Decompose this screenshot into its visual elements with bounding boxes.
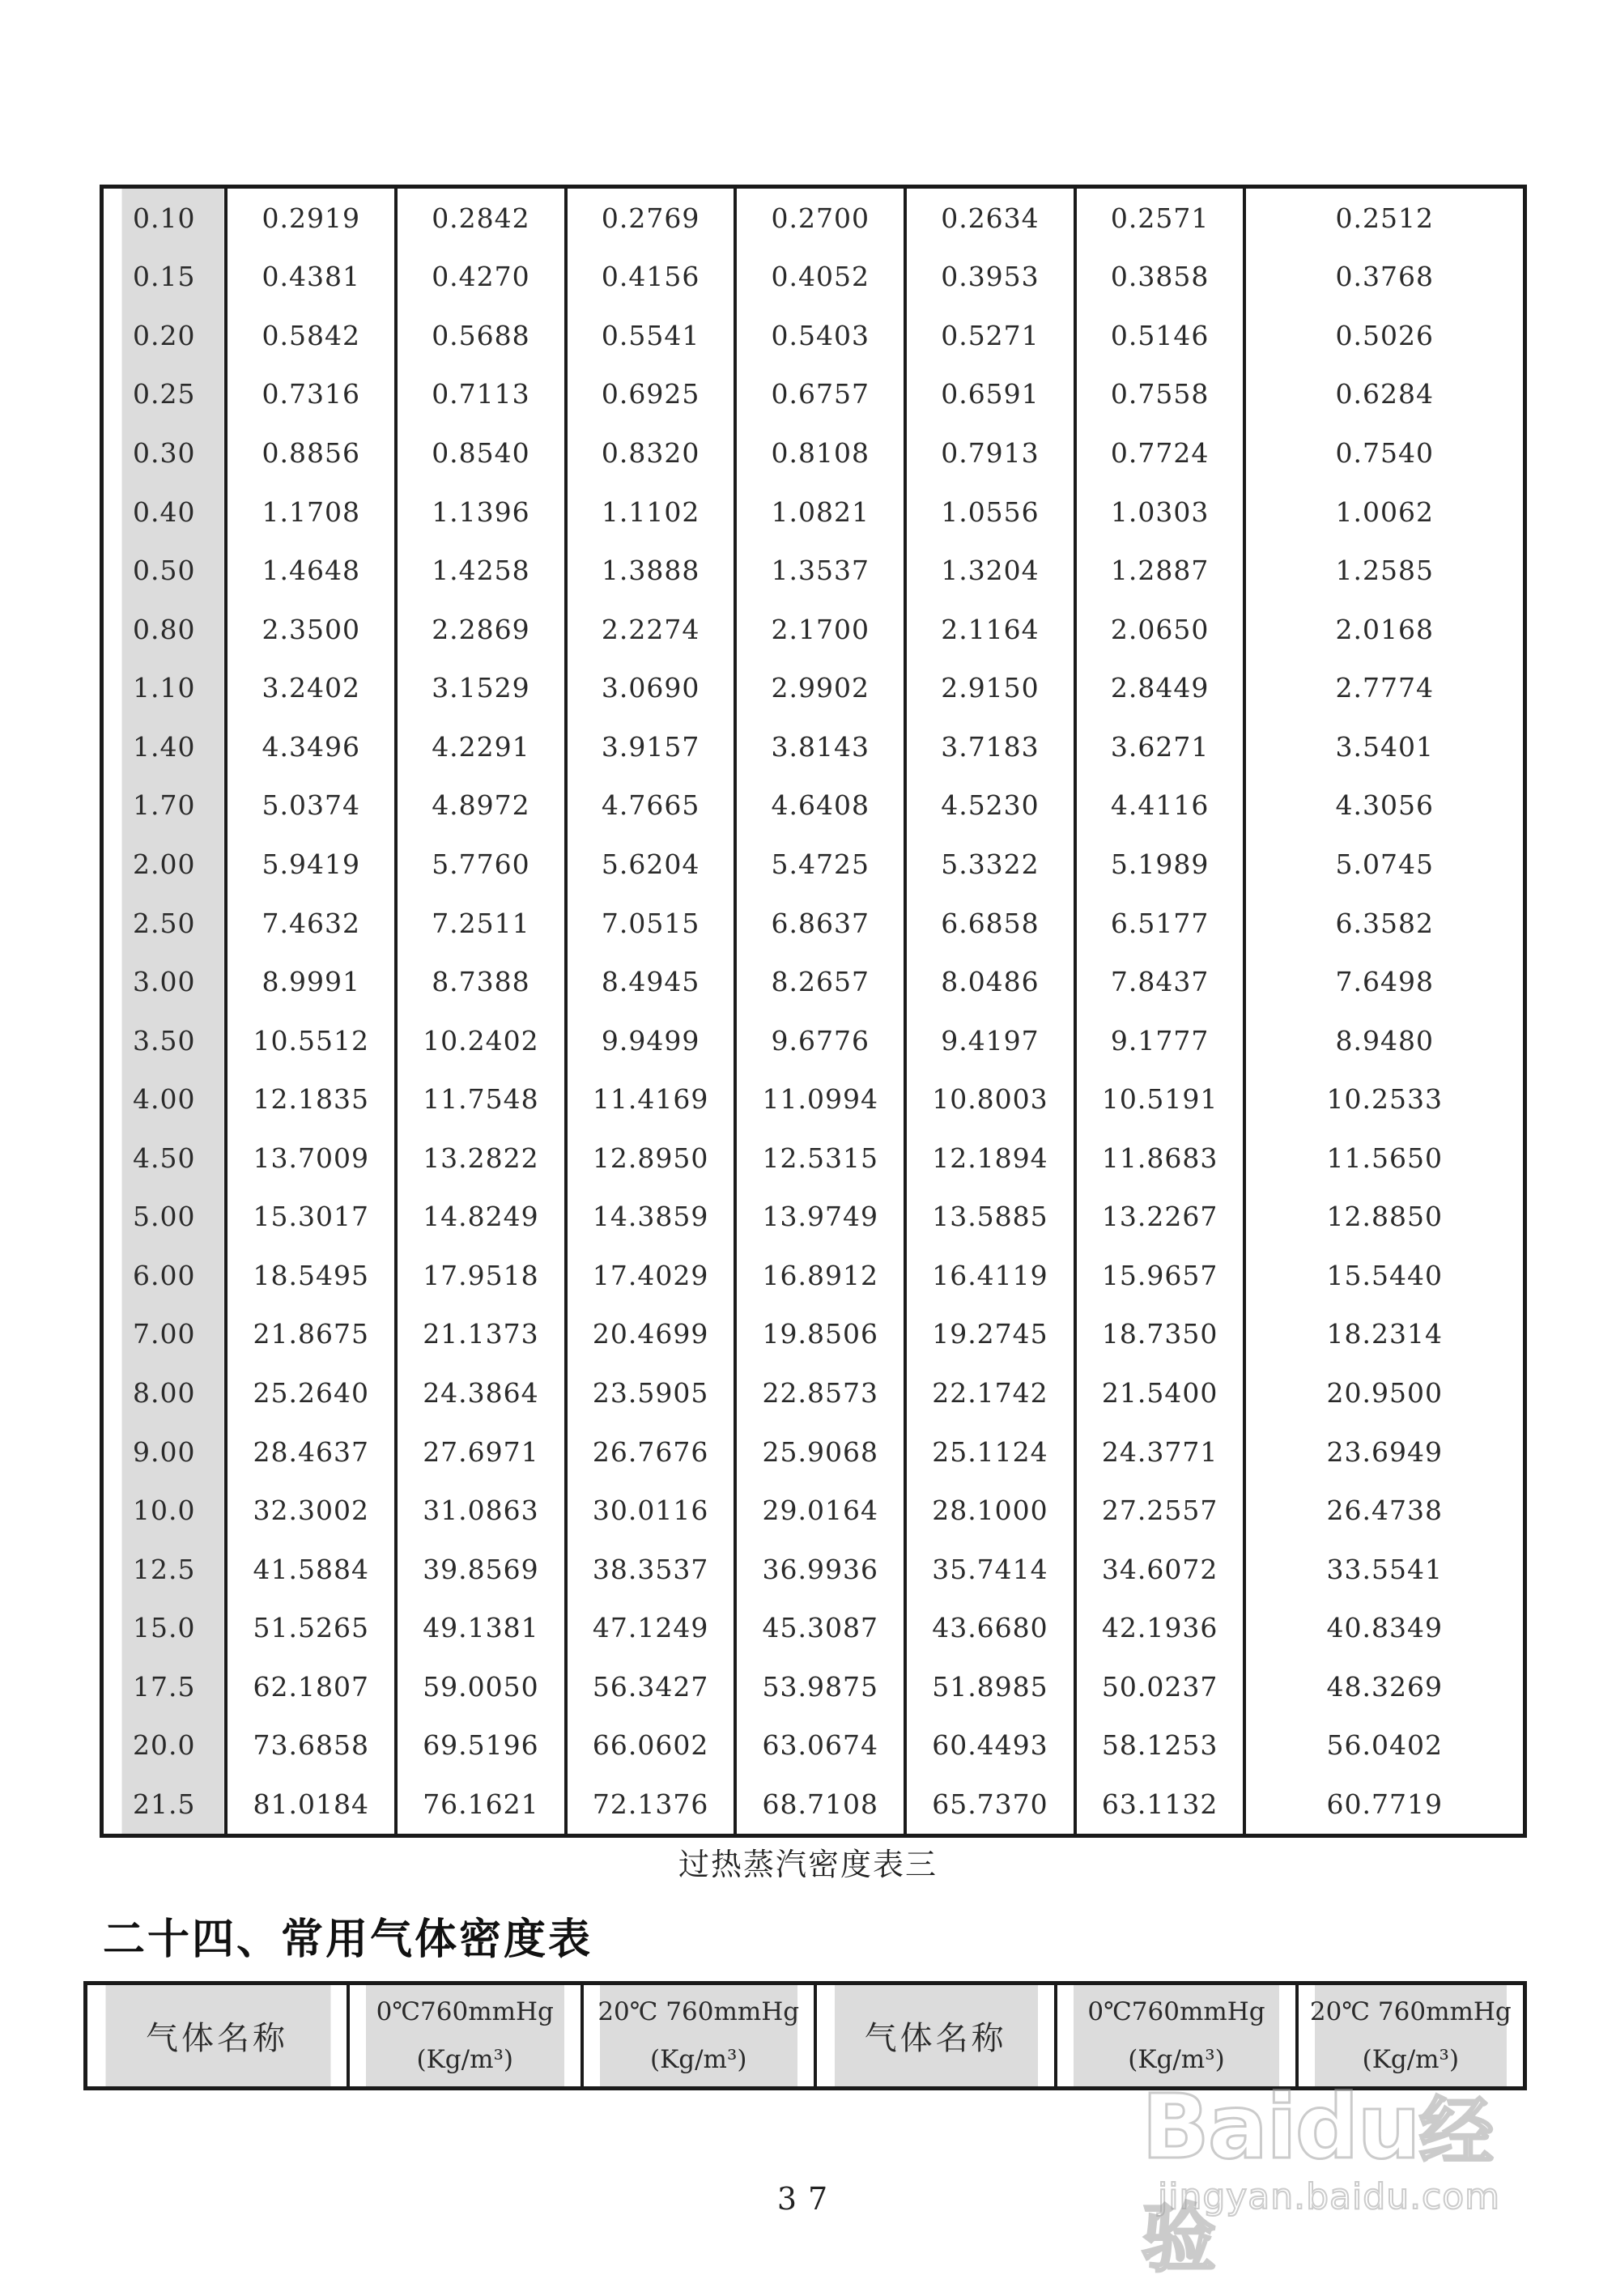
density-cell: 0.2919	[226, 187, 396, 248]
density-cell: 7.8437	[1075, 952, 1245, 1011]
density-cell: 2.1700	[735, 600, 905, 659]
density-cell: 27.6971	[396, 1422, 566, 1482]
density-cell: 60.4493	[905, 1716, 1075, 1775]
pressure-cell: 12.5	[102, 1540, 227, 1599]
gas-name-header-left	[86, 1983, 349, 2089]
density-cell: 5.0374	[226, 776, 396, 835]
density-cell: 18.2314	[1244, 1305, 1525, 1364]
density-cell: 20.9500	[1244, 1363, 1525, 1422]
density-cell: 1.2887	[1075, 541, 1245, 600]
density-cell: 18.7350	[1075, 1305, 1245, 1364]
density-cell: 19.2745	[905, 1305, 1075, 1364]
pressure-cell: 8.00	[102, 1363, 227, 1422]
density-cell: 2.7774	[1244, 659, 1525, 718]
pressure-cell: 20.0	[102, 1716, 227, 1775]
density-cell: 11.4169	[566, 1069, 736, 1129]
density-cell: 0.4270	[396, 248, 566, 307]
density-cell: 41.5884	[226, 1540, 396, 1599]
pressure-cell: 9.00	[102, 1422, 227, 1482]
density-cell: 7.4632	[226, 894, 396, 953]
table-row	[102, 1011, 1525, 1070]
table-row	[102, 1069, 1525, 1129]
table-row	[102, 1540, 1525, 1599]
density-cell: 65.7370	[905, 1775, 1075, 1835]
density-cell: 12.1835	[226, 1069, 396, 1129]
baidu-jingyan-watermark	[1142, 2073, 1546, 2282]
density-cell: 1.3537	[735, 541, 905, 600]
density-cell: 12.5315	[735, 1129, 905, 1188]
density-cell: 22.8573	[735, 1363, 905, 1422]
density-cell: 5.6204	[566, 835, 736, 894]
pressure-cell: 1.40	[102, 717, 227, 776]
density-cell: 0.4052	[735, 248, 905, 307]
density-cell: 0.2512	[1244, 187, 1525, 248]
density-cell: 4.5230	[905, 776, 1075, 835]
pressure-cell: 1.10	[102, 659, 227, 718]
table-row	[102, 952, 1525, 1011]
density-cell: 11.0994	[735, 1069, 905, 1129]
density-cell: 43.6680	[905, 1599, 1075, 1658]
density-cell: 0.5842	[226, 306, 396, 365]
density-cell: 13.9749	[735, 1188, 905, 1247]
density-cell: 8.4945	[566, 952, 736, 1011]
density-cell: 1.1708	[226, 483, 396, 542]
density-cell: 2.0168	[1244, 600, 1525, 659]
density-cell: 3.6271	[1075, 717, 1245, 776]
density-cell: 12.8850	[1244, 1188, 1525, 1247]
density-cell: 4.4116	[1075, 776, 1245, 835]
density-cell: 8.2657	[735, 952, 905, 1011]
table-row	[102, 894, 1525, 953]
page-number: 37	[776, 2181, 840, 2217]
pressure-cell: 0.10	[102, 187, 227, 248]
density-cell: 30.0116	[566, 1481, 736, 1540]
density-20c-unit: (Kg/m³)	[1362, 2044, 1460, 2074]
density-cell: 17.4029	[566, 1246, 736, 1305]
density-cell: 23.5905	[566, 1363, 736, 1422]
table-row	[102, 365, 1525, 424]
density-cell: 0.6925	[566, 365, 736, 424]
table-row	[102, 248, 1525, 307]
density-cell: 5.0745	[1244, 835, 1525, 894]
density-cell: 0.5146	[1075, 306, 1245, 365]
density-cell: 18.5495	[226, 1246, 396, 1305]
density-cell: 48.3269	[1244, 1657, 1525, 1716]
density-cell: 24.3864	[396, 1363, 566, 1422]
density-cell: 0.2769	[566, 187, 736, 248]
density-cell: 81.0184	[226, 1775, 396, 1835]
density-cell: 26.7676	[566, 1422, 736, 1482]
density-cell: 1.4648	[226, 541, 396, 600]
density-cell: 2.1164	[905, 600, 1075, 659]
density-20c-unit: (Kg/m³)	[650, 2044, 747, 2074]
table-row	[102, 423, 1525, 483]
density-cell: 22.1742	[905, 1363, 1075, 1422]
density-0c-header-left	[348, 1983, 581, 2089]
density-cell: 38.3537	[566, 1540, 736, 1599]
density-cell: 2.2274	[566, 600, 736, 659]
pressure-cell: 0.40	[102, 483, 227, 542]
density-cell: 7.6498	[1244, 952, 1525, 1011]
table-row	[102, 1246, 1525, 1305]
density-cell: 24.3771	[1075, 1422, 1245, 1482]
density-cell: 13.5885	[905, 1188, 1075, 1247]
pressure-cell: 21.5	[102, 1775, 227, 1835]
pressure-cell: 0.50	[102, 541, 227, 600]
density-cell: 58.1253	[1075, 1716, 1245, 1775]
density-cell: 26.4738	[1244, 1481, 1525, 1540]
watermark-brand-cn: 经验	[1142, 2089, 1497, 2282]
pressure-cell: 5.00	[102, 1188, 227, 1247]
density-cell: 49.1381	[396, 1599, 566, 1658]
density-cell: 0.8320	[566, 423, 736, 483]
density-cell: 10.5512	[226, 1011, 396, 1070]
density-cell: 33.5541	[1244, 1540, 1525, 1599]
density-cell: 0.5403	[735, 306, 905, 365]
density-cell: 0.6757	[735, 365, 905, 424]
table-row	[102, 835, 1525, 894]
density-cell: 9.6776	[735, 1011, 905, 1070]
density-cell: 4.3056	[1244, 776, 1525, 835]
density-cell: 5.3322	[905, 835, 1075, 894]
pressure-cell: 3.50	[102, 1011, 227, 1070]
density-cell: 0.4381	[226, 248, 396, 307]
density-cell: 1.1102	[566, 483, 736, 542]
density-cell: 45.3087	[735, 1599, 905, 1658]
gas-name-label: 气体名称	[864, 2020, 1007, 2057]
table-row	[102, 306, 1525, 365]
pressure-cell: 7.00	[102, 1305, 227, 1364]
density-cell: 10.5191	[1075, 1069, 1245, 1129]
density-cell: 23.6949	[1244, 1422, 1525, 1482]
density-cell: 21.8675	[226, 1305, 396, 1364]
section-heading: 二十四、常用气体密度表	[103, 1915, 593, 1964]
density-cell: 10.2533	[1244, 1069, 1525, 1129]
density-cell: 40.8349	[1244, 1599, 1525, 1658]
density-cell: 0.4156	[566, 248, 736, 307]
density-cell: 1.0062	[1244, 483, 1525, 542]
density-cell: 63.0674	[735, 1716, 905, 1775]
density-cell: 15.5440	[1244, 1246, 1525, 1305]
density-cell: 0.5541	[566, 306, 736, 365]
density-cell: 4.6408	[735, 776, 905, 835]
table-row	[102, 600, 1525, 659]
density-cell: 0.2634	[905, 187, 1075, 248]
density-cell: 0.8540	[396, 423, 566, 483]
density-cell: 13.7009	[226, 1129, 396, 1188]
density-cell: 27.2557	[1075, 1481, 1245, 1540]
density-cell: 2.9902	[735, 659, 905, 718]
density-cell: 0.5026	[1244, 306, 1525, 365]
watermark-brand-latin-tail: du	[1295, 2075, 1419, 2179]
density-0c-condition: 0℃760mmHg	[1087, 1996, 1265, 2026]
pressure-cell: 10.0	[102, 1481, 227, 1540]
density-cell: 2.8449	[1075, 659, 1245, 718]
density-cell: 5.4725	[735, 835, 905, 894]
density-cell: 3.7183	[905, 717, 1075, 776]
density-cell: 36.9936	[735, 1540, 905, 1599]
pressure-cell: 0.20	[102, 306, 227, 365]
density-cell: 66.0602	[566, 1716, 736, 1775]
superheated-steam-density-table	[100, 185, 1527, 1838]
density-cell: 1.4258	[396, 541, 566, 600]
density-cell: 3.2402	[226, 659, 396, 718]
pressure-cell: 0.15	[102, 248, 227, 307]
gas-name-label: 气体名称	[146, 2020, 289, 2057]
density-cell: 0.2842	[396, 187, 566, 248]
table-row	[102, 1657, 1525, 1716]
pressure-cell: 2.50	[102, 894, 227, 953]
density-cell: 0.7540	[1244, 423, 1525, 483]
density-cell: 2.9150	[905, 659, 1075, 718]
table-row	[102, 1422, 1525, 1482]
density-cell: 6.3582	[1244, 894, 1525, 953]
table-caption: 过热蒸汽密度表三	[678, 1847, 938, 1882]
density-0c-unit: (Kg/m³)	[1128, 2044, 1225, 2074]
density-cell: 0.6284	[1244, 365, 1525, 424]
density-cell: 6.8637	[735, 894, 905, 953]
table-row	[102, 1129, 1525, 1188]
density-cell: 0.8856	[226, 423, 396, 483]
density-cell: 21.5400	[1075, 1363, 1245, 1422]
density-cell: 0.5271	[905, 306, 1075, 365]
pressure-cell: 3.00	[102, 952, 227, 1011]
density-cell: 50.0237	[1075, 1657, 1245, 1716]
table-row	[102, 187, 1525, 248]
density-cell: 25.9068	[735, 1422, 905, 1482]
watermark-brand-latin: Bai	[1142, 2075, 1295, 2179]
density-cell: 39.8569	[396, 1540, 566, 1599]
pressure-cell: 1.70	[102, 776, 227, 835]
density-cell: 32.3002	[226, 1481, 396, 1540]
density-cell: 12.8950	[566, 1129, 736, 1188]
density-cell: 0.7113	[396, 365, 566, 424]
table-row	[102, 1716, 1525, 1775]
density-cell: 0.6591	[905, 365, 1075, 424]
table-row	[102, 1599, 1525, 1658]
density-cell: 25.1124	[905, 1422, 1075, 1482]
density-cell: 8.9480	[1244, 1011, 1525, 1070]
density-cell: 29.0164	[735, 1481, 905, 1540]
density-cell: 1.0821	[735, 483, 905, 542]
table-row	[102, 1775, 1525, 1835]
pressure-cell: 0.80	[102, 600, 227, 659]
density-cell: 12.1894	[905, 1129, 1075, 1188]
density-cell: 5.9419	[226, 835, 396, 894]
density-cell: 0.2571	[1075, 187, 1245, 248]
table-row	[102, 717, 1525, 776]
density-cell: 0.3953	[905, 248, 1075, 307]
density-cell: 13.2822	[396, 1129, 566, 1188]
density-cell: 10.2402	[396, 1011, 566, 1070]
density-cell: 47.1249	[566, 1599, 736, 1658]
table-row	[102, 483, 1525, 542]
pressure-cell: 4.50	[102, 1129, 227, 1188]
density-cell: 0.7913	[905, 423, 1075, 483]
density-cell: 19.8506	[735, 1305, 905, 1364]
density-cell: 2.2869	[396, 600, 566, 659]
table-row	[102, 1363, 1525, 1422]
density-cell: 76.1621	[396, 1775, 566, 1835]
density-cell: 10.8003	[905, 1069, 1075, 1129]
density-cell: 9.4197	[905, 1011, 1075, 1070]
density-cell: 0.2700	[735, 187, 905, 248]
density-cell: 25.2640	[226, 1363, 396, 1422]
density-cell: 5.1989	[1075, 835, 1245, 894]
pressure-cell: 2.00	[102, 835, 227, 894]
density-0c-unit: (Kg/m³)	[416, 2044, 513, 2074]
table-row	[102, 1305, 1525, 1364]
pressure-cell: 15.0	[102, 1599, 227, 1658]
density-cell: 3.0690	[566, 659, 736, 718]
density-cell: 0.8108	[735, 423, 905, 483]
density-cell: 21.1373	[396, 1305, 566, 1364]
density-20c-condition: 20℃ 760mmHg	[597, 1996, 800, 2026]
density-cell: 9.9499	[566, 1011, 736, 1070]
density-cell: 3.1529	[396, 659, 566, 718]
density-cell: 53.9875	[735, 1657, 905, 1716]
density-cell: 7.2511	[396, 894, 566, 953]
density-cell: 7.0515	[566, 894, 736, 953]
density-cell: 15.9657	[1075, 1246, 1245, 1305]
density-cell: 31.0863	[396, 1481, 566, 1540]
density-cell: 17.9518	[396, 1246, 566, 1305]
density-cell: 68.7108	[735, 1775, 905, 1835]
density-cell: 6.6858	[905, 894, 1075, 953]
gas-name-header-right	[815, 1983, 1056, 2089]
density-cell: 0.7724	[1075, 423, 1245, 483]
density-cell: 62.1807	[226, 1657, 396, 1716]
density-cell: 3.9157	[566, 717, 736, 776]
density-cell: 1.0556	[905, 483, 1075, 542]
table-row	[102, 1481, 1525, 1540]
density-cell: 4.3496	[226, 717, 396, 776]
density-cell: 35.7414	[905, 1540, 1075, 1599]
density-cell: 14.3859	[566, 1188, 736, 1247]
density-cell: 3.5401	[1244, 717, 1525, 776]
density-cell: 0.7316	[226, 365, 396, 424]
density-cell: 8.7388	[396, 952, 566, 1011]
density-cell: 4.8972	[396, 776, 566, 835]
pressure-cell: 4.00	[102, 1069, 227, 1129]
density-cell: 1.3204	[905, 541, 1075, 600]
table-row	[102, 541, 1525, 600]
density-cell: 72.1376	[566, 1775, 736, 1835]
density-cell: 1.2585	[1244, 541, 1525, 600]
density-cell: 8.0486	[905, 952, 1075, 1011]
density-cell: 11.7548	[396, 1069, 566, 1129]
density-cell: 28.4637	[226, 1422, 396, 1482]
density-cell: 2.3500	[226, 600, 396, 659]
density-cell: 28.1000	[905, 1481, 1075, 1540]
density-cell: 59.0050	[396, 1657, 566, 1716]
density-cell: 1.3888	[566, 541, 736, 600]
pressure-cell: 17.5	[102, 1657, 227, 1716]
density-cell: 0.7558	[1075, 365, 1245, 424]
density-cell: 11.5650	[1244, 1129, 1525, 1188]
density-cell: 34.6072	[1075, 1540, 1245, 1599]
density-cell: 16.8912	[735, 1246, 905, 1305]
density-cell: 13.2267	[1075, 1188, 1245, 1247]
density-cell: 5.7760	[396, 835, 566, 894]
watermark-url: jingyan.baidu.com	[1158, 2176, 1501, 2217]
table-row	[102, 1188, 1525, 1247]
density-cell: 11.8683	[1075, 1129, 1245, 1188]
density-table-body	[102, 187, 1525, 1836]
density-cell: 0.3858	[1075, 248, 1245, 307]
table-row	[102, 776, 1525, 835]
density-cell: 2.0650	[1075, 600, 1245, 659]
density-cell: 1.0303	[1075, 483, 1245, 542]
density-cell: 0.3768	[1244, 248, 1525, 307]
density-cell: 42.1936	[1075, 1599, 1245, 1658]
density-20c-header-left	[582, 1983, 815, 2089]
density-cell: 60.7719	[1244, 1775, 1525, 1835]
density-cell: 8.9991	[226, 952, 396, 1011]
density-cell: 3.8143	[735, 717, 905, 776]
density-cell: 51.8985	[905, 1657, 1075, 1716]
density-cell: 6.5177	[1075, 894, 1245, 953]
density-cell: 9.1777	[1075, 1011, 1245, 1070]
table-row	[102, 659, 1525, 718]
density-20c-condition: 20℃ 760mmHg	[1309, 1996, 1512, 2026]
density-cell: 4.7665	[566, 776, 736, 835]
density-cell: 15.3017	[226, 1188, 396, 1247]
density-cell: 51.5265	[226, 1599, 396, 1658]
density-cell: 0.5688	[396, 306, 566, 365]
pressure-cell: 0.25	[102, 365, 227, 424]
density-cell: 63.1132	[1075, 1775, 1245, 1835]
density-cell: 1.1396	[396, 483, 566, 542]
density-cell: 16.4119	[905, 1246, 1075, 1305]
density-0c-condition: 0℃760mmHg	[376, 1996, 554, 2026]
density-cell: 69.5196	[396, 1716, 566, 1775]
density-cell: 73.6858	[226, 1716, 396, 1775]
density-cell: 56.0402	[1244, 1716, 1525, 1775]
density-cell: 56.3427	[566, 1657, 736, 1716]
pressure-cell: 6.00	[102, 1246, 227, 1305]
pressure-cell: 0.30	[102, 423, 227, 483]
density-cell: 14.8249	[396, 1188, 566, 1247]
density-cell: 4.2291	[396, 717, 566, 776]
density-cell: 20.4699	[566, 1305, 736, 1364]
